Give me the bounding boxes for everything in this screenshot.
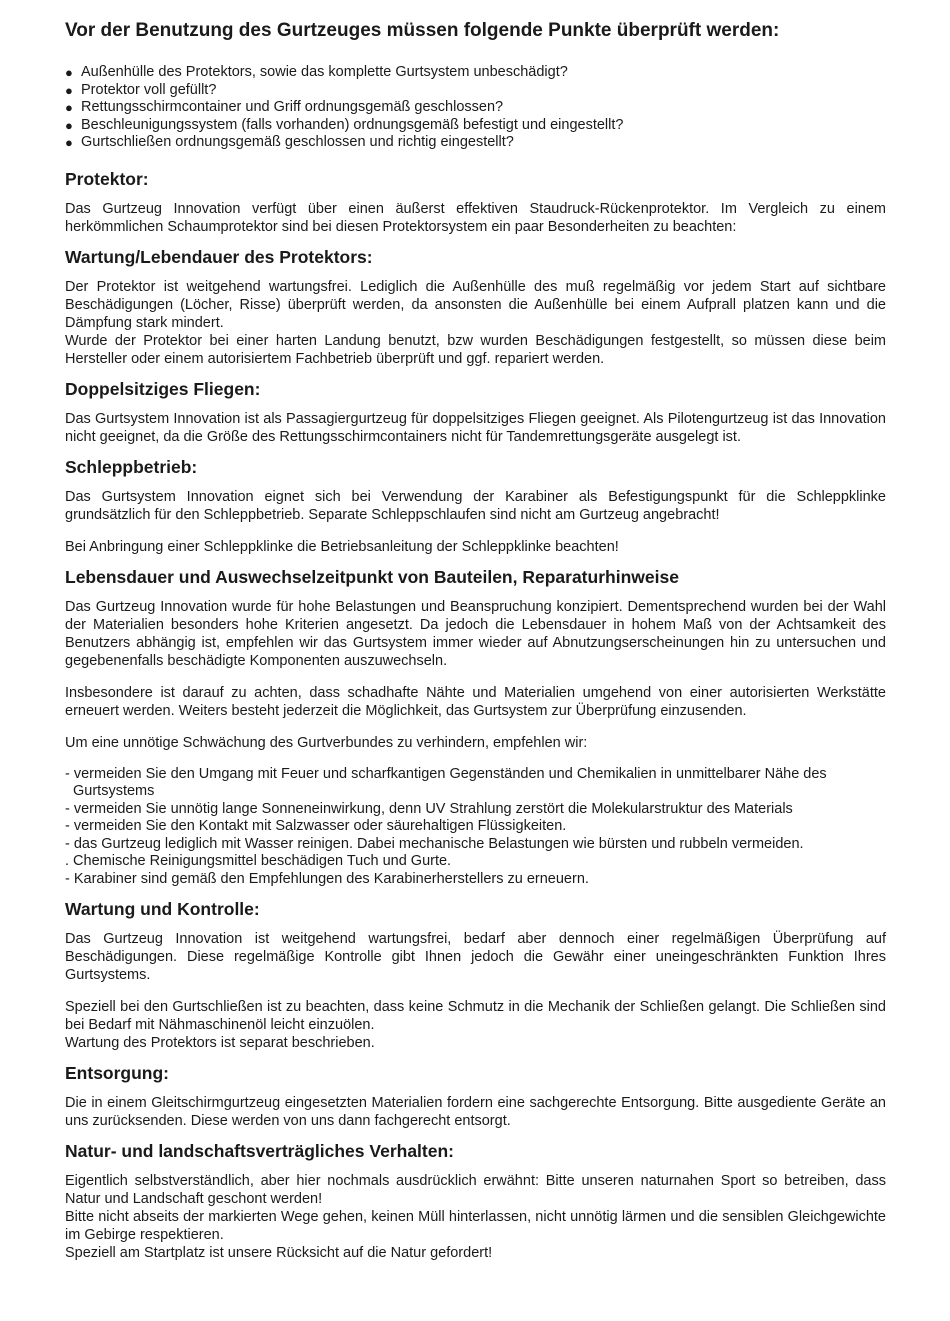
bullet-icon: ● [65, 117, 73, 133]
paragraph: Der Protektor ist weitgehend wartungsfrei. Lediglich die Außenhülle des muß regelmäßig vor jedem Start auf sichtbare Beschädigungen (Löcher, Risse) überprüft werden, da ansonsten die Außenhülle bei einem Aufprall platzen kann und die Dämpfung stark mindert. [65, 278, 886, 331]
list-item [65, 64, 886, 82]
section-natur [65, 1140, 886, 1262]
paragraph: Das Gurtsystem Innovation eignet sich bei Verwendung der Karabiner als Befestigungspunkt für die Schleppklinke grundsätzlich für den Schleppbetrieb. Separate Schleppschlaufen sind nicht am Gurtzeug angebracht! [65, 488, 886, 523]
recommendation-list [65, 766, 886, 889]
bullet-icon: ● [65, 65, 73, 80]
section-heading: Entsorgung: [65, 1063, 170, 1083]
section-lebensdauer [65, 566, 886, 889]
section-heading: Doppelsitziges Fliegen: [65, 378, 261, 399]
list-item: - vermeiden Sie unnötig lange Sonneneinwirkung, denn UV Strahlung zerstört die Molekularstruktur des Materials [65, 800, 793, 817]
paragraph: Wartung des Protektors ist separat beschrieben. [65, 1035, 375, 1051]
list-item [65, 82, 886, 100]
paragraph: Speziell am Startplatz ist unsere Rücksicht auf die Natur gefordert! [65, 1245, 493, 1261]
section-heading: Wartung/Lebendauer des Protektors: [65, 246, 373, 267]
paragraph: Das Gurtzeug Innovation ist weitgehend wartungsfrei, bedarf aber dennoch einer regelmäßigen Überprüfung auf Beschädigungen. Diese regelmäßige Kontrolle gibt Ihnen jedoch die Gewähr einer uneingeschränkten Funktion Ihres Gurtsystems. [65, 931, 886, 983]
page-title: Vor der Benutzung des Gurtzeuges müssen folgende Punkte überprüft werden: [65, 20, 780, 41]
list-item [65, 134, 886, 152]
section-doppelsitzig [65, 378, 886, 446]
list-item: - vermeiden Sie den Kontakt mit Salzwasser oder säurehaltigen Flüssigkeiten. [65, 818, 567, 834]
list-item-text: Beschleunigungssystem (falls vorhanden) ordnungsgemäß befestigt und eingestellt? [81, 116, 624, 133]
checklist [65, 64, 886, 152]
paragraph: Das Gurtzeug Innovation verfügt über einen äußerst effektiven Staudruck-Rückenprotektor. Im Vergleich zu einem herkömmlichen Schaumprotektor sind bei diesen Protektorsystem ein paar Besonderheiten zu beachten: [65, 200, 886, 235]
list-item [65, 99, 886, 117]
section-heading: Schleppbetrieb: [65, 456, 198, 477]
section-heading: Wartung und Kontrolle: [65, 899, 260, 919]
list-item-text: Außenhülle des Protektors, sowie das komplette Gurtsystem unbeschädigt? [81, 64, 568, 80]
bullet-icon: ● [65, 135, 73, 150]
paragraph: Wurde der Protektor bei einer harten Landung benutzt, bzw wurden Beschädigungen festgestellt, so müssen diese beim Hersteller oder einem autorisiertem Fachbetrieb überprüft und ggf. repariert werden. [65, 332, 886, 367]
section-wartung-kontrolle [65, 898, 886, 1052]
paragraph: Das Gurtzeug Innovation wurde für hohe Belastungen und Beanspruchung konzipiert. Dementsprechend wurden bei der Wahl der Materialien besonders hohe Kriterien angesetzt. Da jedoch die Lebensdauer in hohem Maß von der Achtsamkeit des Benutzers abhängig ist, empfehlen wir das Gurtsystem immer wieder auf Abnutzungserscheinungen hin zu untersuchen und gegebenenfalls beschädigte Komponenten auszuwechseln. [65, 598, 886, 669]
list-item: - das Gurtzeug lediglich mit Wasser reinigen. Dabei mechanische Belastungen wie bürsten und rubbeln vermeiden. [65, 835, 804, 852]
bullet-icon: ● [65, 82, 73, 98]
paragraph: Die in einem Gleitschirmgurtzeug eingesetzten Materialien fordern eine sachgerechte Entsorgung. Bitte ausgediente Geräte an uns zurücksenden. Diese werden von uns dann fachgerecht entsorgt. [65, 1095, 886, 1129]
section-protektor [65, 168, 886, 236]
paragraph: Bitte nicht abseits der markierten Wege gehen, keinen Müll hinterlassen, nicht unnötig lärmen und die sensiblen Gleichgewichte im Gebirge respektieren. [65, 1209, 886, 1243]
section-heading: Lebensdauer und Auswechselzeitpunkt von Bauteilen, Reparaturhinweise [65, 566, 679, 587]
section-heading: Protektor: [65, 168, 149, 189]
list-item: - Karabiner sind gemäß den Empfehlungen des Karabinerherstellers zu erneuern. [65, 870, 589, 887]
paragraph: Bei Anbringung einer Schleppklinke die Betriebsanleitung der Schleppklinke beachten! [65, 538, 619, 555]
section-heading: Natur- und landschaftsverträgliches Verhalten: [65, 1141, 454, 1161]
paragraph: Eigentlich selbstverständlich, aber hier nochmals ausdrücklich erwähnt: Bitte unseren naturnahen Sport so betreiben, dass Natur und Landschaft geschont werden! [65, 1173, 886, 1207]
list-item-text: Protektor voll gefüllt? [81, 81, 217, 98]
list-item-text: Rettungsschirmcontainer und Griff ordnungsgemäß geschlossen? [81, 99, 504, 115]
list-item: - vermeiden Sie den Umgang mit Feuer und scharfkantigen Gegenständen und Chemikalien in unmittelbarer Nähe des Gurtsystems [65, 765, 827, 799]
paragraph: Das Gurtsystem Innovation ist als Passagiergurtzeug für doppelsitziges Fliegen geeignet. Als Pilotengurtzeug ist das Innovation nicht geeignet, da die Größe des Rettungsschirmcontainers nicht für Tandemrettungsgeräte ausgelegt ist. [65, 410, 886, 445]
list-item: . Chemische Reinigungsmittel beschädigen Tuch und Gurte. [65, 853, 452, 869]
paragraph: Um eine unnötige Schwächung des Gurtverbundes zu verhindern, empfehlen wir: [65, 734, 588, 751]
bullet-icon: ● [65, 100, 73, 115]
list-item [65, 117, 886, 135]
paragraph: Insbesondere ist darauf zu achten, dass schadhafte Nähte und Materialien umgehend von einer autorisierten Werkstätte erneuert werden. Weiters besteht jederzeit die Möglichkeit, das Gurtsystem zur Überprüfung einzusenden. [65, 684, 886, 719]
section-entsorgung [65, 1062, 886, 1130]
list-item-text: Gurtschließen ordnungsgemäß geschlossen und richtig eingestellt? [81, 134, 514, 150]
section-schleppbetrieb [65, 456, 886, 556]
paragraph: Speziell bei den Gurtschließen ist zu beachten, dass keine Schmutz in die Mechanik der Schließen gelangt. Die Schließen sind bei Bedarf mit Nähmaschinenöl leicht einzuölen. [65, 999, 886, 1033]
section-wartung-protektor [65, 246, 886, 368]
